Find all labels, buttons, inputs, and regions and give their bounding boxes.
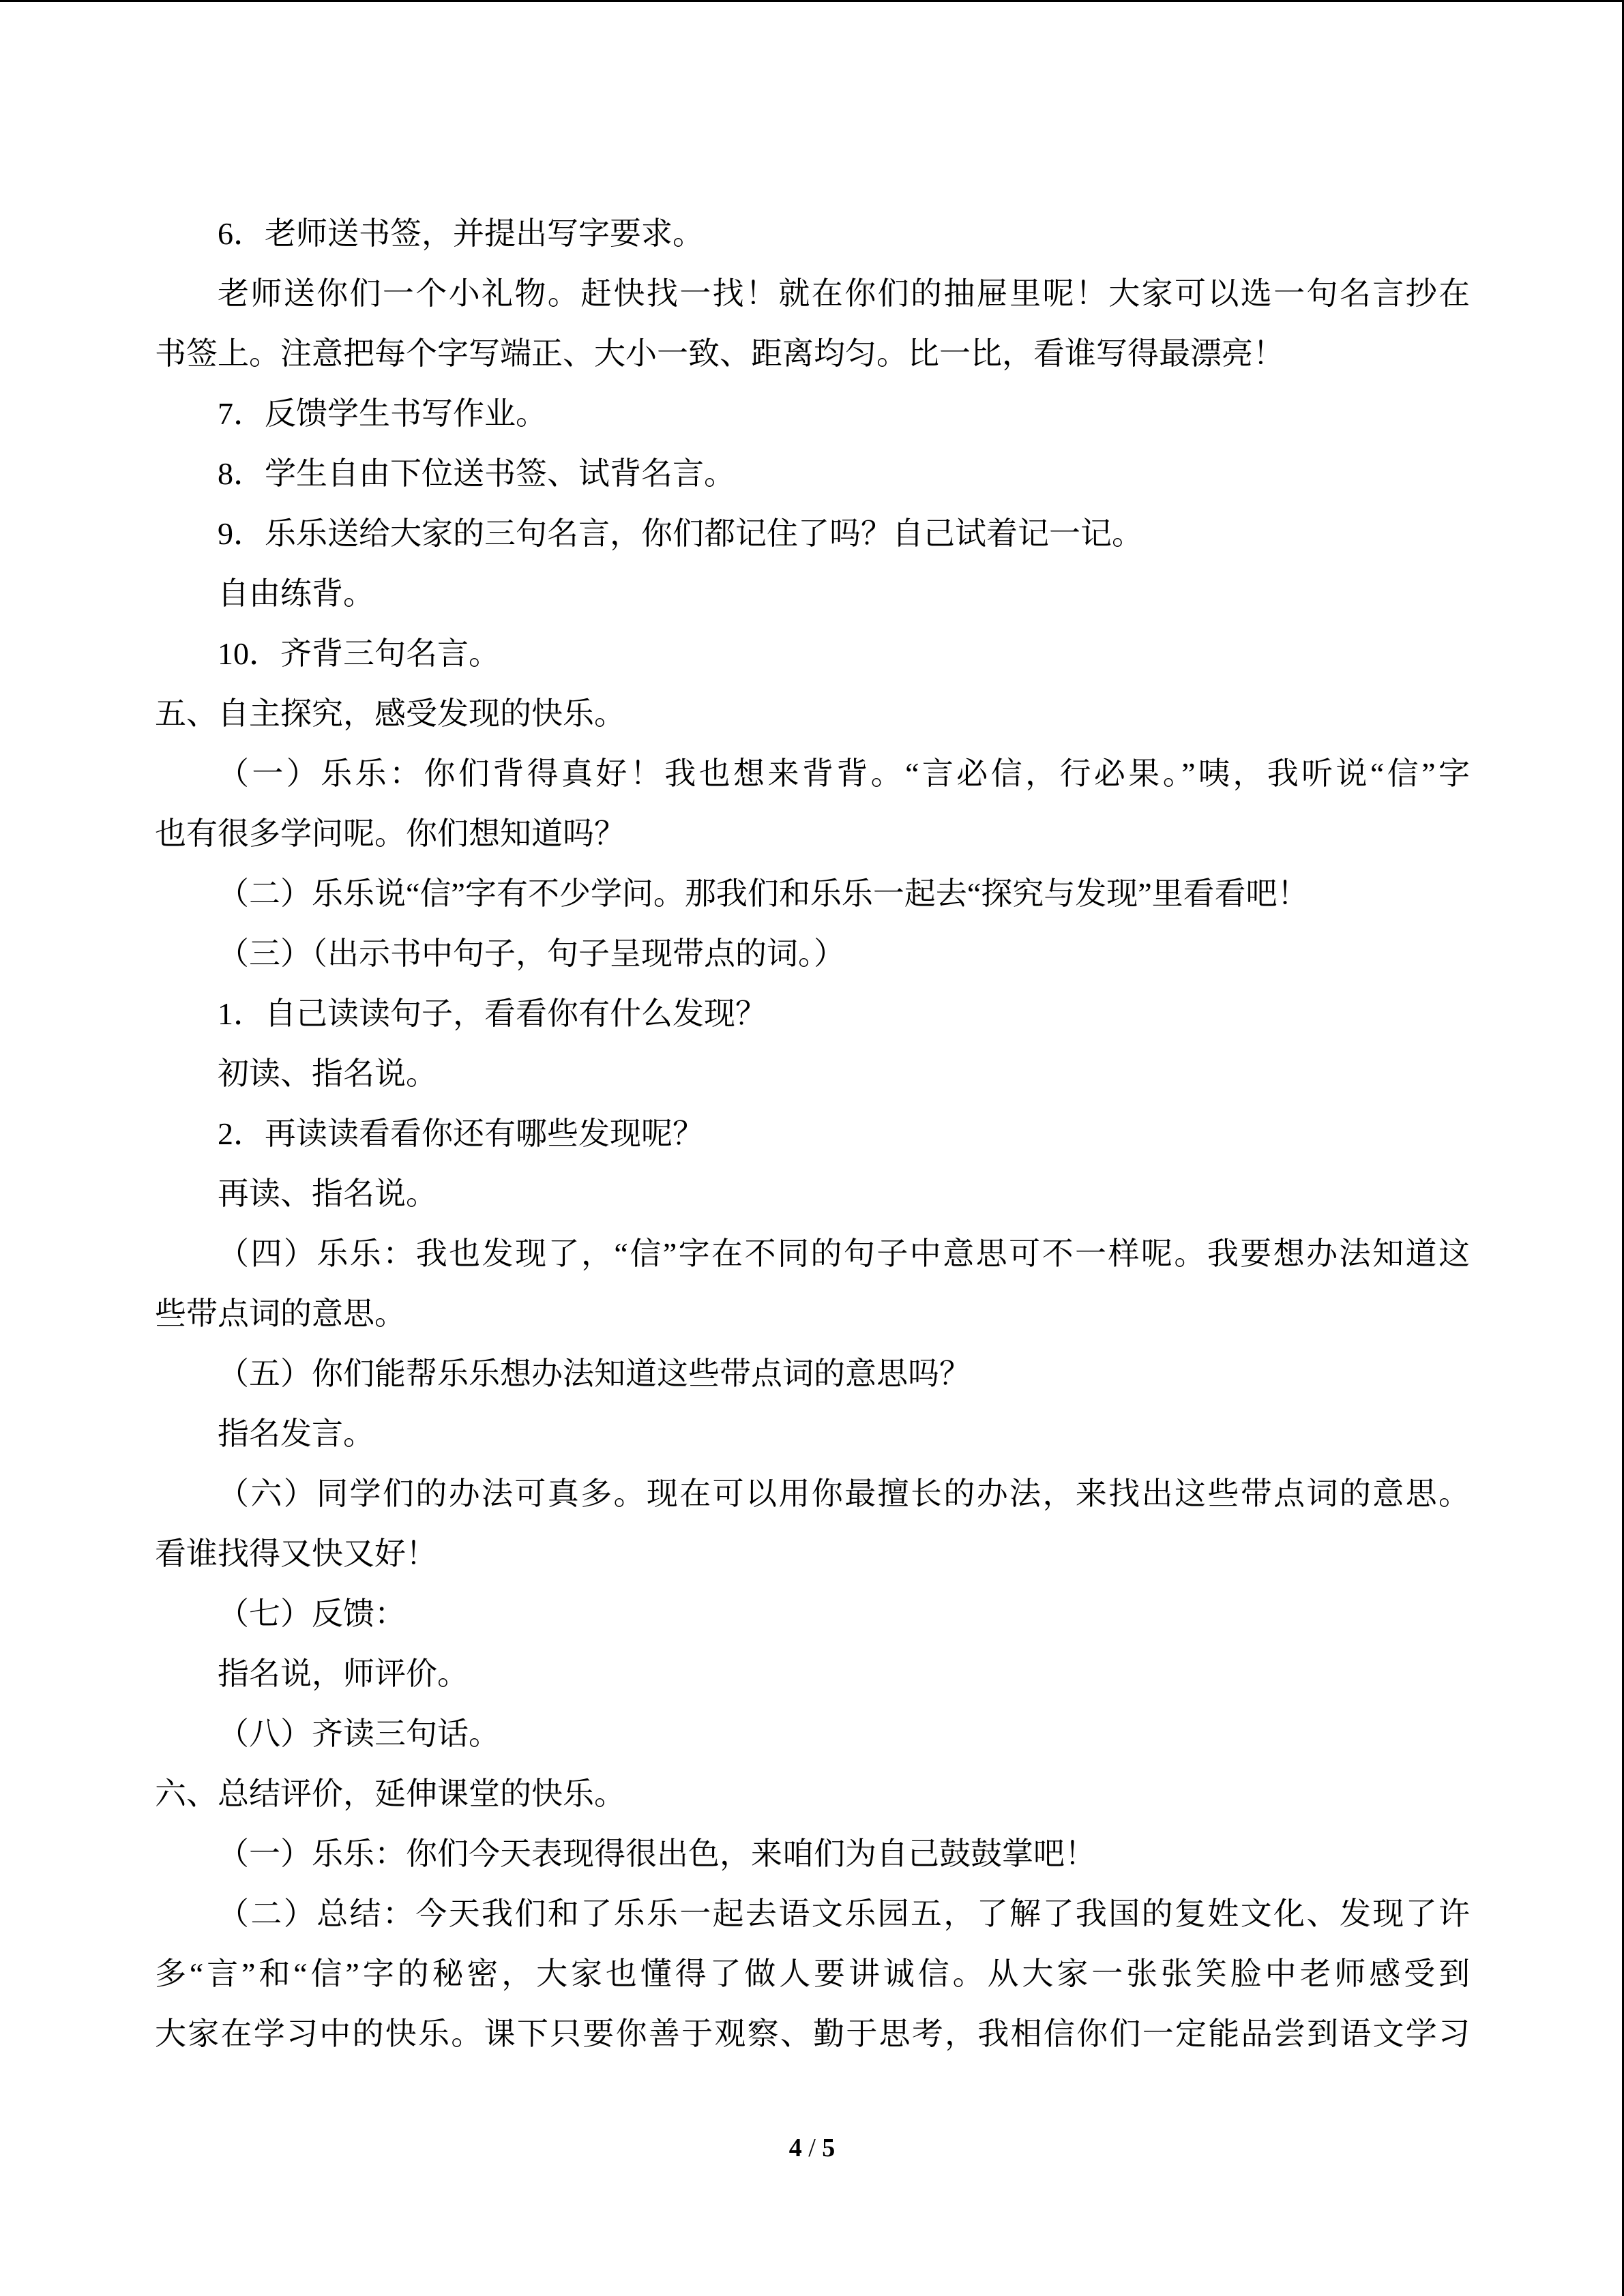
text-line: 再读、指名说。 [218,1176,437,1211]
text-line: 指名发言。 [218,1416,374,1451]
text-line: （一）乐乐：你们今天表现得很出色，来咱们为自己鼓鼓掌吧！ [218,1836,1096,1871]
text-line: 1．自己读读句子，看看你有什么发现？ [218,996,767,1031]
text-line: （二）总结：今天我们和了乐乐一起去语文乐园五，了解了我国的复姓文化、发现了许 [218,1896,1470,1931]
text-line: （五）你们能帮乐乐想办法知道这些带点词的意思吗？ [218,1356,971,1391]
text-line: 大家在学习中的快乐。课下只要你善于观察、勤于思考，我相信你们一定能品尝到语文学习 [155,2016,1470,2051]
text-line: 老师送你们一个小礼物。赶快找一找！就在你们的抽屉里呢！大家可以选一句名言抄在 [218,276,1470,311]
document-body [155,204,1470,2064]
text-line: 7．反馈学生书写作业。 [218,396,547,431]
page-number-current: 4 [788,2134,802,2162]
text-line: （八）齐读三句话。 [218,1716,500,1751]
page-number-separator: / [801,2134,823,2162]
text-line: 指名说，师评价。 [218,1656,469,1691]
text-line: 些带点词的意思。 [155,1296,406,1331]
text-line: （一）乐乐：你们背得真好！我也想来背背。“言必信，行必果。”咦，我听说“信”字 [218,756,1470,791]
text-line: 6．老师送书签，并提出写字要求。 [218,216,704,251]
text-line: 初读、指名说。 [218,1056,437,1091]
text-line: 五、自主探究，感受发现的快乐。 [155,696,625,731]
text-line: 10．齐背三句名言。 [218,636,500,671]
text-line: 多“言”和“信”字的秘密，大家也懂得了做人要讲诚信。从大家一张张笑脸中老师感受到 [155,1956,1470,1991]
text-line: 书签上。注意把每个字写端正、大小一致、距离均匀。比一比，看谁写得最漂亮！ [155,336,1284,371]
text-line: 2．再读读看看你还有哪些发现呢？ [218,1116,704,1151]
text-line: （四）乐乐：我也发现了，“信”字在不同的句子中意思可不一样呢。我要想办法知道这 [218,1236,1470,1271]
page-number-total: 5 [822,2134,836,2162]
page-footer [0,2132,1624,2164]
page-edge-top [0,0,1624,2]
text-line: （七）反馈： [218,1596,406,1631]
text-line: 看谁找得又快又好！ [155,1536,437,1571]
text-line: 六、总结评价，延伸课堂的快乐。 [155,1776,625,1811]
text-line: 9．乐乐送给大家的三句名言，你们都记住了吗？自己试着记一记。 [218,516,1143,551]
text-line: 自由练背。 [218,576,374,611]
text-line: （二）乐乐说“信”字有不少学问。那我们和乐乐一起去“探究与发现”里看看吧！ [218,876,1309,911]
text-line: 也有很多学问呢。你们想知道吗？ [155,816,625,851]
text-line: （六）同学们的办法可真多。现在可以用你最擅长的办法，来找出这些带点词的意思。 [218,1476,1470,1511]
text-line: （三）（出示书中句子，句子呈现带点的词。） [218,936,845,971]
text-line: 8．学生自由下位送书签、试背名言。 [218,456,735,491]
